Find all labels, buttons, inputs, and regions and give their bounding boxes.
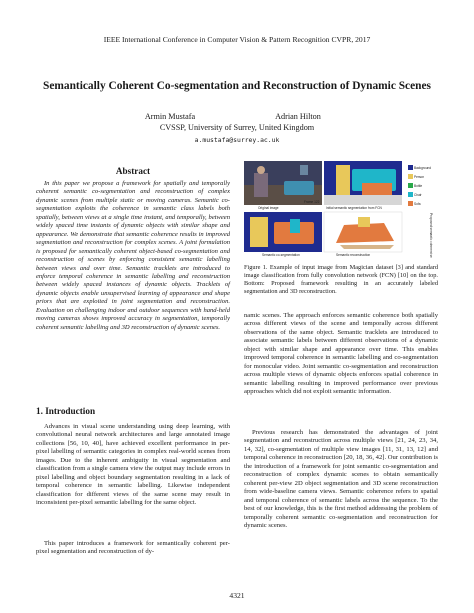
original-image-panel [244, 161, 322, 205]
figure-legend [408, 165, 433, 258]
affiliation: CVSSP, University of Surrey, United Kingdom [159, 123, 315, 132]
abstract-text: In this paper we propose a framework for spatially and temporally coherent semantic co-segmentation and reconstruction of complex dynamic scenes from multiple static or moving cameras. Semantic co-segmentation exploits the coherence in semantic class labels both spatially, between views at a single time instant, and temporally, between widely spaced time instants of dynamic objects with similar shape and appearance. We demonstrate that semantic coherence results in improved segmentation and reconstruction for complex scenes. A joint formulation is proposed for semantically coherent object-based co-segmentation and reconstruction of scenes by enforcing consistent semantic labelling between views and over time. Semantic tracklets are introduced to enforce temporal coherence in semantic labelling and reconstruction between widely spaced instances of dynamic objects. Tracklets of dynamic objects enable unsupervised learning of appearance and shape priors that are exploited in joint segmentation and reconstruction. Evaluation on challenging indoor and outdoor sequences with hand-held moving cameras shows improved accuracy in segmentation, temporally coherent semantic labelling and 3D reconstruction of dynamic scenes. [36, 180, 230, 331]
figure-1 [244, 161, 438, 258]
abstract-heading: Abstract [115, 166, 151, 176]
author-2: Adrian Hilton [275, 112, 321, 121]
introduction-paragraph-2: This paper introduces a framework for semantically coherent per-pixel segmentation and reconstruction of dy- [36, 540, 230, 556]
author-email: a.mustafa@surrey.ac.uk [194, 136, 280, 144]
conference-header: IEEE International Conference in Computer Vision & Pattern Recognition CVPR, 2017 [103, 35, 371, 44]
label-fcn: Initial semantic segmentation from FCN [326, 206, 382, 210]
label-frame: Frame 122 [304, 200, 320, 204]
introduction-paragraph-1: Advances in visual scene understanding using deep learning, with convolutional neural network architectures and large annotated image collections [56, 10, 40], have achieved excellent performance in per-pixel labelling of semantic categories in complex real-world scenes from images. Due to the inherent ambiguity in visual segmentation and classification from a single camera view the output may include errors in pixel labelling and object boundary segmentation resulting in a lack of temporal coherence in semantic labelling. Likewise independent classification for different views of the same scene may result in inconsistent per-pixel semantic labelling for the same object. [36, 423, 230, 507]
paper-title: Semantically Coherent Co-segmentation and Reconstruction of Dynamic Scenes [43, 80, 431, 92]
figure-1-caption: Figure 1. Example of input image from Magician dataset [3] and standard image classification from fully convolution network (FCN) [10] on the top. Bottom: Proposed framework resulting in an accurately labeled segmentation and 3D reconstruction. [244, 264, 438, 295]
author-1: Armin Mustafa [144, 112, 196, 121]
right-column-paragraph-2: Previous research has demonstrated the advantages of joint segmentation and reconstruction across multiple views [21, 24, 23, 34, 14, 32], co-segmentation of multiple view images [11, 31, 13, 12] and temporal coherence in reconstruction [20, 18, 36, 42]. Our contribution is the introduction of a framework for joint semantic co-segmentation and reconstruction of complex dynamic scenes to obtain semantically coherent per-view 2D object segmentation and 3D scene reconstruction from wide-baseline camera views. Semantic coherence refers to spatial and temporal coherence of semantic labels across the sequence. To the best of our knowledge, this is the first method addressing the problem of temporally coherent semantic co-segmentation and reconstruction for dynamic scenes. [244, 429, 438, 529]
legend-background: Background [414, 166, 432, 170]
legend-bottle: Bottle [414, 184, 423, 188]
right-column-paragraph-1: namic scenes. The approach enforces semantic coherence both spatially across different views of the scene and temporally across different observations of the same object. Semantic tracklets are introduced to associate semantic labels between different observations of a dynamic object with similar shape and appearance over time. This enables improved temporal coherence in semantic labelling and co-segmentation for monocular video. Joint semantic co-segmentation and reconstruction across multiple views of dynamic objects enforces spatial coherence in semantic labelling resulting in improved performance over previous approaches which did not exploit semantic information. [244, 312, 438, 396]
legend-chair: Chair [414, 193, 422, 197]
legend-person: Person [414, 175, 425, 179]
page-number: 4321 [229, 591, 245, 600]
reconstruction-panel [324, 212, 402, 252]
label-original-image: Original image [258, 206, 279, 210]
legend-title: Proposed semantic coherent segmentation [429, 213, 433, 258]
label-reconstruction: Semantic reconstruction [336, 253, 371, 257]
figure-1-graphic [244, 161, 438, 258]
introduction-heading: 1. Introduction [36, 406, 96, 416]
label-cosegmentation: Semantic co-segmentation [262, 253, 300, 257]
cosegmentation-panel [244, 212, 322, 252]
fcn-segmentation-panel [324, 161, 402, 205]
legend-sofa: Sofa [414, 202, 421, 206]
